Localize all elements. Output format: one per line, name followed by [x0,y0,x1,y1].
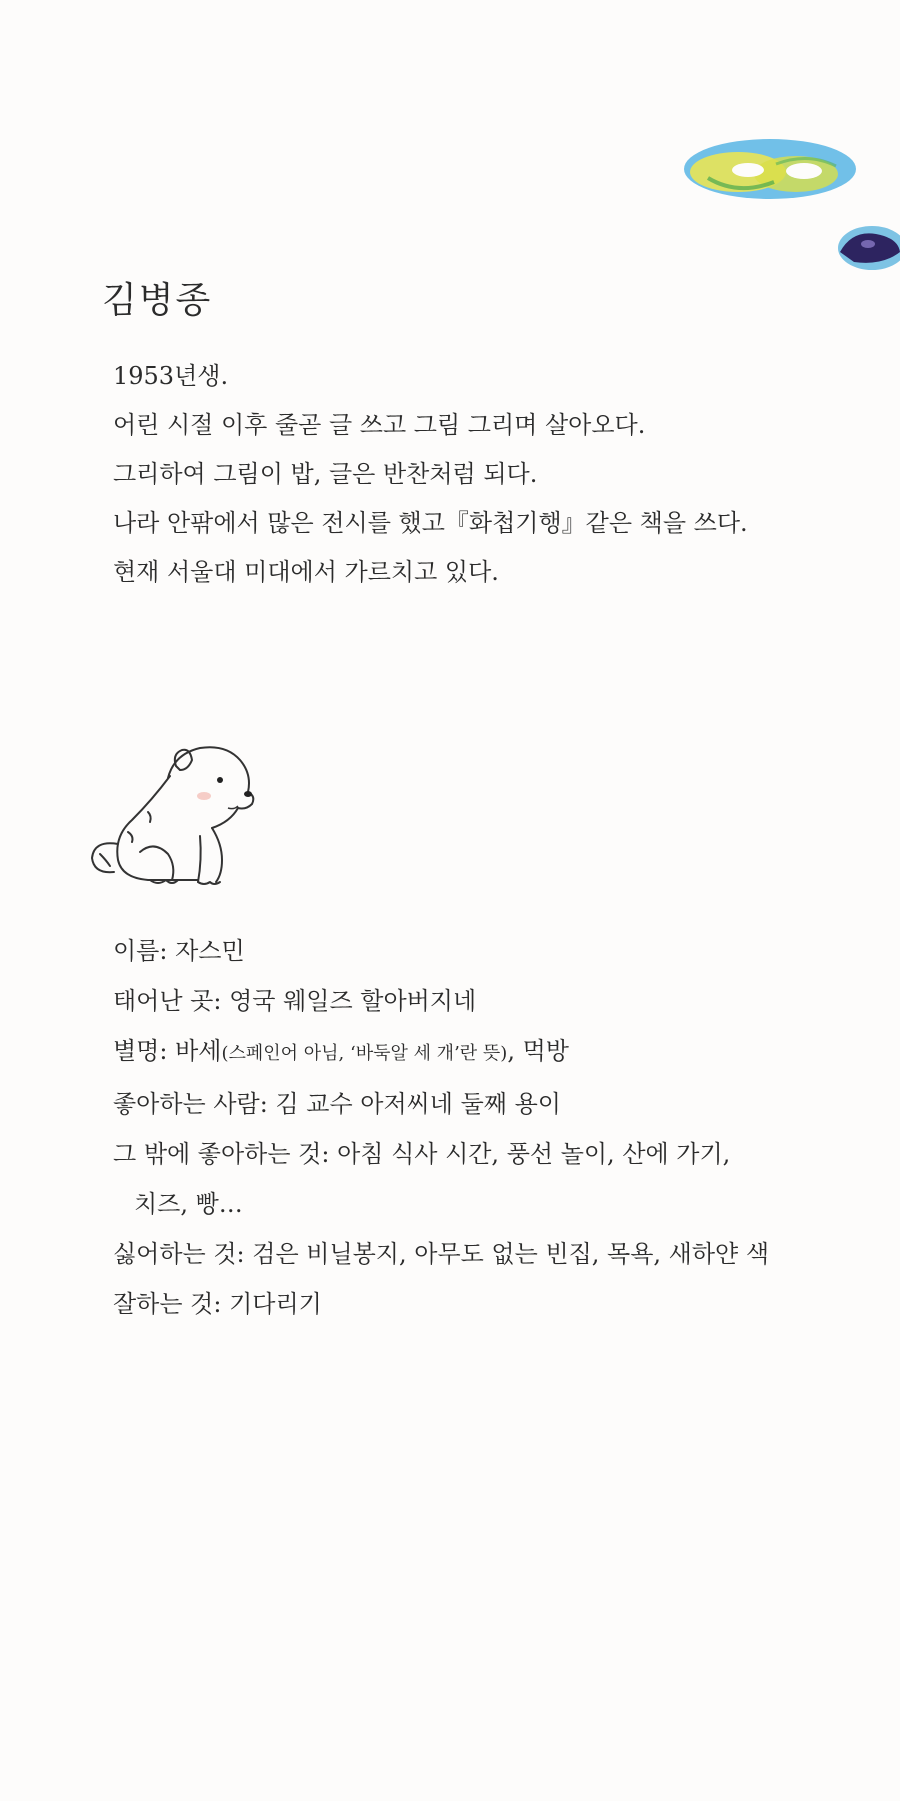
nickname-prefix: 별명: 바세 [113,1037,222,1065]
bio-line: 1953년생. [113,362,229,390]
nickname-note: (스페인어 아님, ‘바둑알 세 개’란 뜻) [221,1043,508,1064]
bio-line: 그리하여 그림이 밥, 글은 반찬처럼 되다. [113,460,538,488]
dog-favorite-person: 좋아하는 사람: 김 교수 아저씨네 둘째 용이 [113,1090,561,1118]
puppy-icon [88,736,266,892]
watercolor-blob-purple [832,218,900,274]
bio-line: 나라 안팎에서 많은 전시를 했고『화첩기행』같은 책을 쓰다. [113,509,748,537]
dog-likes-continued: 치즈, 빵… [134,1190,243,1218]
dog-likes: 그 밖에 좋아하는 것: 아침 식사 시간, 풍선 놀이, 산에 가기, [113,1140,731,1168]
author-bio [113,352,873,597]
bio-line: 어린 시절 이후 줄곧 글 쓰고 그림 그리며 살아오다. [113,411,646,439]
dog-nickname [113,1026,873,1079]
nickname-suffix: , 먹방 [507,1037,569,1065]
dog-birthplace: 태어난 곳: 영국 웨일즈 할아버지네 [113,987,477,1015]
dog-profile [113,926,873,1329]
dog-good-at: 잘하는 것: 기다리기 [113,1290,322,1318]
bio-line: 현재 서울대 미대에서 가르치고 있다. [113,558,499,586]
watercolor-blob-blue-yellow [678,134,858,204]
author-name: 김병종 [102,280,213,321]
dog-name: 이름: 자스민 [113,937,245,965]
dog-dislikes: 싫어하는 것: 검은 비닐봉지, 아무도 없는 빈집, 목욕, 새하얀 색 [113,1240,770,1268]
